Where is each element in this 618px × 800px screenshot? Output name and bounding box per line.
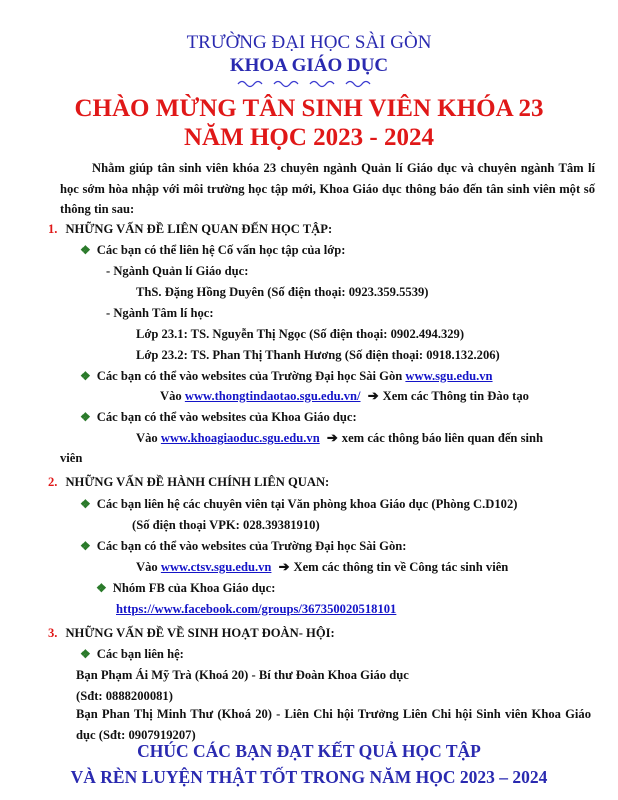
sgu-website-link[interactable]: www.sgu.edu.vn	[405, 369, 493, 383]
intro-paragraph: Nhằm giúp tân sinh viên khóa 23 chuyên ngành Quản lí Giáo dục và chuyên ngành Tâm lí học sớm hòa nhập với môi trường học tập mới, Khoa Giáo dục thông báo đến tân sinh viên một số thông tin sau:	[60, 161, 595, 216]
contact-2: Bạn Phan Thị Minh Thư (Khoá 20) - Liên Chi hội Trưởng Liên Chi hội Sinh viên Khoa Giáo dục (Sđt: 0907919207)	[76, 707, 591, 742]
ctsv-line	[136, 558, 508, 576]
arrow-right-icon: ➔	[367, 388, 379, 403]
list-item-text: Các bạn có thể liên hệ Cố vấn học tập của lớp:	[96, 243, 346, 257]
list-item-text: Các bạn có thể vào websites của Khoa Giáo dục:	[96, 410, 357, 424]
list-item	[80, 367, 493, 385]
university-name: TRƯỜNG ĐẠI HỌC SÀI GÒN	[186, 32, 432, 53]
section-title: NHỮNG VẤN ĐỀ LIÊN QUAN ĐẾN HỌC TẬP:	[65, 222, 333, 236]
visit-label: Vào	[160, 389, 182, 403]
list-item	[80, 408, 357, 426]
arrow-right-icon: ➔	[326, 430, 338, 445]
facebook-group-link[interactable]: https://www.facebook.com/groups/367350020518101	[116, 602, 397, 616]
closing-line-2: VÀ RÈN LUYỆN THẬT TỐT TRONG NĂM HỌC 2023 – 2024	[70, 767, 548, 787]
faculty-site-line	[136, 429, 543, 447]
major-label: - Ngành Quản lí Giáo dục:	[106, 264, 249, 278]
diamond-bullet-icon: ❖	[80, 369, 91, 383]
arrow-right-icon: ➔	[278, 559, 290, 574]
list-item-text: Các bạn liên hệ các chuyên viên tại Văn phòng khoa Giáo dục (Phòng C.D102)	[96, 497, 518, 511]
list-item-text: Nhóm FB của Khoa Giáo dục:	[112, 581, 276, 595]
contact-1: Bạn Phạm Ái Mỹ Trà (Khoá 20) - Bí thư Đoàn Khoa Giáo dục	[76, 668, 409, 682]
list-item-text: Các bạn có thể vào websites của Trường Đại học Sài Gòn	[96, 369, 403, 383]
closing-line-1: CHÚC CÁC BẠN ĐẠT KẾT QUẢ HỌC TẬP	[137, 741, 481, 761]
visit-label: Vào	[136, 431, 158, 445]
list-item	[80, 537, 406, 555]
contact-1-phone: (Sđt: 0888200081)	[76, 689, 173, 703]
diamond-bullet-icon: ❖	[80, 243, 91, 257]
ctsv-website-link[interactable]: www.ctsv.sgu.edu.vn	[160, 560, 272, 574]
ornament-divider	[0, 79, 618, 92]
diamond-bullet-icon: ❖	[80, 539, 91, 553]
list-item	[80, 241, 345, 259]
training-info-text: Xem các Thông tin Đào tạo	[382, 389, 529, 403]
advisor-info: Lớp 23.2: TS. Phan Thị Thanh Hương (Số điện thoại: 0918.132.206)	[136, 348, 500, 362]
facebook-group-link-row	[116, 600, 396, 618]
faculty-site-text-cont: viên	[60, 451, 83, 465]
diamond-bullet-icon: ❖	[80, 647, 91, 661]
section-title: NHỮNG VẤN ĐỀ VỀ SINH HOẠT ĐOÀN- HỘI:	[65, 626, 335, 640]
faculty-website-link[interactable]: www.khoagiaoduc.sgu.edu.vn	[160, 431, 320, 445]
diamond-bullet-icon: ❖	[96, 581, 107, 595]
section-2-heading	[48, 473, 329, 491]
section-title: NHỮNG VẤN ĐỀ HÀNH CHÍNH LIÊN QUAN:	[65, 475, 330, 489]
list-item-text: Các bạn có thể vào websites của Trường Đại học Sài Gòn:	[96, 539, 407, 553]
section-number: 2.	[48, 475, 58, 489]
training-info-line	[160, 387, 529, 405]
faculty-site-text: xem các thông báo liên quan đến sinh	[341, 431, 543, 445]
welcome-title: CHÀO MỪNG TÂN SINH VIÊN KHÓA 23	[74, 95, 544, 122]
office-phone: (Số điện thoại VPK: 028.39381910)	[132, 518, 320, 532]
faculty-name: KHOA GIÁO DỤC	[229, 55, 389, 76]
diamond-bullet-icon: ❖	[80, 497, 91, 511]
advisor-info: ThS. Đặng Hồng Duyên (Số điện thoại: 0923.359.5539)	[136, 285, 429, 299]
visit-label: Vào	[136, 560, 158, 574]
section-3-heading	[48, 624, 335, 642]
academic-year: NĂM HỌC 2023 - 2024	[184, 124, 434, 151]
section-1-heading	[48, 220, 332, 238]
section-number: 3.	[48, 626, 58, 640]
ctsv-text: Xem các thông tin về Công tác sinh viên	[293, 560, 509, 574]
list-item-text: Các bạn liên hệ:	[96, 647, 184, 661]
ornament-icon	[234, 79, 384, 89]
advisor-info: Lớp 23.1: TS. Nguyễn Thị Ngọc (Số điện thoại: 0902.494.329)	[136, 327, 465, 341]
section-number: 1.	[48, 222, 58, 236]
list-item	[80, 495, 517, 513]
list-item	[80, 645, 184, 663]
training-info-link[interactable]: www.thongtindaotao.sgu.edu.vn/	[184, 389, 361, 403]
list-item	[96, 579, 275, 597]
major-label: - Ngành Tâm lí học:	[106, 306, 214, 320]
diamond-bullet-icon: ❖	[80, 410, 91, 424]
